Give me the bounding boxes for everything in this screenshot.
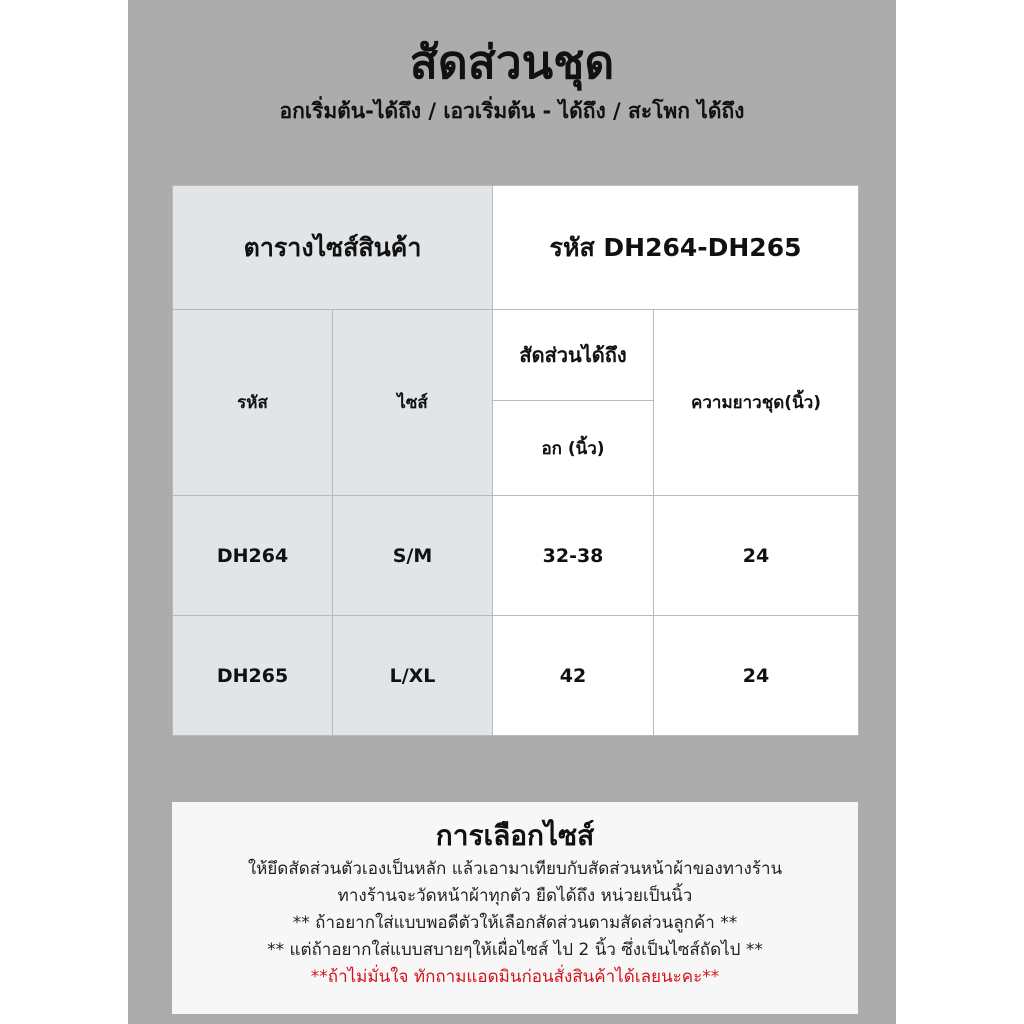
row-code: DH265 xyxy=(173,616,333,736)
table-row xyxy=(173,616,859,736)
row-code: DH264 xyxy=(173,496,333,616)
table-title-cell: ตารางไซส์สินค้า xyxy=(173,186,493,310)
size-guide-line: ทางร้านจะวัดหน้าผ้าทุกตัว ยืดได้ถึง หน่วยเป็นนิ้ว xyxy=(337,886,693,906)
col-header-size: ไซส์ xyxy=(333,310,493,496)
row-length: 24 xyxy=(654,496,859,616)
table-header-row xyxy=(173,310,859,401)
row-chest: 42 xyxy=(493,616,654,736)
row-chest: 32-38 xyxy=(493,496,654,616)
col-header-chest: อก (นิ้ว) xyxy=(493,401,654,496)
product-code-cell: รหัส DH264-DH265 xyxy=(493,186,859,310)
row-size: L/XL xyxy=(333,616,493,736)
size-guide-line: ** ถ้าอยากใส่แบบพอดีตัวให้เลือกสัดส่วนตามสัดส่วนลูกค้า ** xyxy=(292,913,738,933)
row-length: 24 xyxy=(654,616,859,736)
col-header-code: รหัส xyxy=(173,310,333,496)
row-size: S/M xyxy=(333,496,493,616)
page-subtitle: อกเริ่มต้น-ได้ถึง / เอวเริ่มต้น - ได้ถึง / สะโพก ได้ถึง xyxy=(279,99,745,123)
size-guide-box xyxy=(172,802,858,1014)
table-title-row xyxy=(173,186,859,310)
size-table xyxy=(172,185,859,736)
size-guide-line: ให้ยึดสัดส่วนตัวเองเป็นหลัก แล้วเอามาเทียบกับสัดส่วนหน้าผ้าของทางร้าน xyxy=(247,859,783,879)
col-header-length: ความยาวชุด(นิ้ว) xyxy=(654,310,859,496)
size-guide-title: การเลือกไซส์ xyxy=(435,819,595,852)
size-guide-warning: **ถ้าไม่มั่นใจ ทักถามแอดมินก่อนสั่งสินค้าได้เลยนะคะ** xyxy=(310,967,720,987)
size-guide-line: ** แต่ถ้าอยากใส่แบบสบายๆให้เผื่อไซส์ ไป 2 นิ้ว ซึ่งเป็นไซส์ถัดไป ** xyxy=(267,940,763,960)
table-row xyxy=(173,496,859,616)
size-chart-page xyxy=(128,0,896,1024)
page-title: สัดส่วนชุด xyxy=(409,35,615,89)
col-header-measurement: สัดส่วนได้ถึง xyxy=(493,310,654,401)
